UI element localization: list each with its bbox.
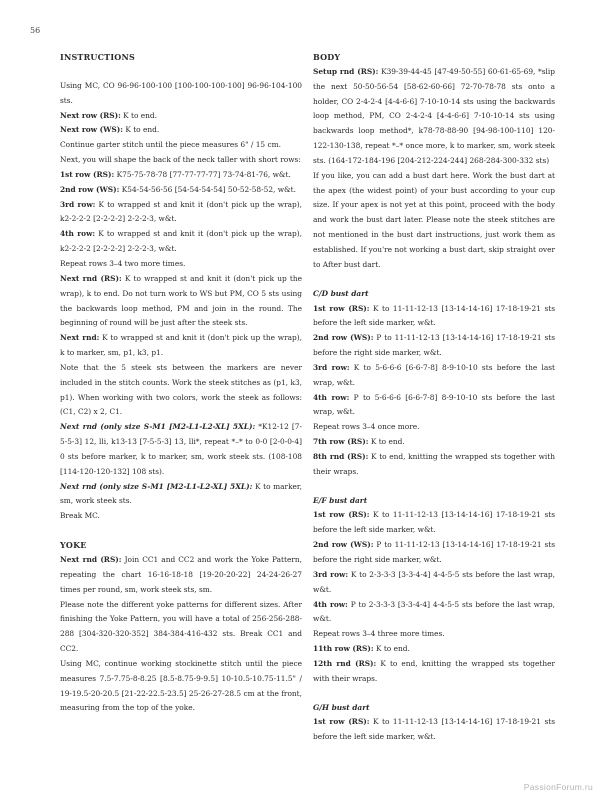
- ef-repeat: Repeat rows 3–4 three more times.: [313, 629, 445, 639]
- watermark: PassionForum.ru: [523, 782, 593, 792]
- cd-repeat: Repeat rows 3–4 once more.: [313, 422, 420, 432]
- ef-row-4: 4th row: P to 2-3-3-3 [3-3-4-4] 4-4-5-5 sts before the last wrap, w&t.: [313, 599, 555, 624]
- next-row-ws: Next row (WS): K to end.: [60, 125, 160, 135]
- yoke-note: Please note the different yoke patterns for different sizes. After finishing the Yoke Pattern, you will have a total of 256-256-288-288 [304-320-320-352] 384-384-416-432 sts. Break CC1 and CC2.: [60, 599, 302, 654]
- cd-row-7: 7th row (RS): K to end.: [313, 437, 405, 447]
- short-row-1: 1st row (RS): K75-75-78-78 [77-77-77-77] 73-74-81-76, w&t.: [60, 169, 291, 179]
- steek-note: Note that the 5 steek sts between the markers are never included in the stitch counts. Work the steek stitches as (p1, k3, p1). When working with two colors, work the steek as follows: (C1, C2) x 2, C1.: [60, 362, 302, 417]
- next-row-rs: Next row (RS): K to end.: [60, 110, 158, 120]
- cast-on-paragraph: Using MC, CO 96-96-100-100 [100-100-100-100] 96-96-104-100 sts.: [60, 80, 302, 105]
- body-heading: BODY: [313, 52, 341, 62]
- ef-row-12: 12th rnd (RS): K to end, knitting the wrapped sts together with their wraps.: [313, 658, 556, 683]
- yoke-heading: YOKE: [60, 540, 87, 551]
- left-column: [60, 50, 302, 716]
- break-mc: Break MC.: [60, 511, 100, 521]
- gh-bust-dart-heading: G/H bust dart: [313, 702, 370, 712]
- ef-row-2: 2nd row (WS): P to 11-11-12-13 [13-14-14-16] 17-18-19-21 sts before the right side marker, w&t.: [313, 540, 555, 564]
- cd-row-4: 4th row: P to 5-6-6-6 [6-6-7-8] 8-9-10-10 sts before the last wrap, w&t.: [313, 392, 555, 417]
- gh-row-1: 1st row (RS): K to 11-11-12-13 [13-14-14-16] 17-18-19-21 sts before the left side marker, w&t.: [313, 717, 555, 742]
- ef-row-3: 3rd row: K to 2-3-3-3 [3-3-4-4] 4-4-5-5 sts before the last wrap, w&t.: [313, 569, 555, 594]
- repeat-note: Repeat rows 3–4 two more times.: [60, 258, 186, 268]
- page-number: 56: [30, 26, 41, 35]
- garter-paragraph: Continue garter stitch until the piece measures 6" / 15 cm.: [60, 140, 281, 150]
- ef-row-11: 11th row (RS): K to end.: [313, 644, 410, 654]
- next-rnd-size-increase: Next rnd (only size S-M1 [M2-L1-L2-XL] 5XL): *K12-12 [7-5-5-3] 12, lli, k13-13 [7-5-5-3] 13, lli*, repeat *–* to 0-0 [2-0-0-4] 0 sts before marker, k to marker, sm, work steek sts. (108-108 [114-120-120-132] 108 sts).: [60, 422, 302, 476]
- cd-row-2: 2nd row (WS): P to 11-11-12-13 [13-14-14-16] 17-18-19-21 sts before the right side marker, w&t.: [313, 333, 555, 358]
- next-rnd-rs: Next rnd (RS): K to wrapped st and knit it (don't pick up the wrap), k to end. Do not turn work to WS but PM, CO 5 sts using the backwards loop method, PM and join in the round. The beginning of round will be just after the steek sts.: [60, 273, 302, 328]
- setup-rnd: Setup rnd (RS): K39-39-44-45 [47-49-50-55] 60-61-65-69, *slip the next 50-50-56-54 [58-62-60-66] 72-70-78-78 sts onto a holder, CO 2-4-2-4 [4-4-6-6] 7-10-10-14 sts using the backwards loop method, PM, CO 2-4-2-4 [4-4-6-6] 7-10-10-14 sts using backwards loop method*, k78-78-88-90 [94-98-100-110] 120-122-130-138, repeat *–* once more, k to marker, sm, work steek sts. (164-172-184-196 [204-212-224-244] 268-284-300-332 sts): [313, 66, 556, 165]
- cd-row-1: 1st row (RS): K to 11-11-12-13 [13-14-14-16] 17-18-19-21 sts before the left side marker, w&t.: [313, 303, 555, 328]
- cd-row-3: 3rd row: K to 5-6-6-6 [6-6-7-8] 8-9-10-10 sts before the last wrap, w&t.: [313, 362, 555, 387]
- ef-row-1: 1st row (RS): K to 11-11-12-13 [13-14-14-16] 17-18-19-21 sts before the left side marker, w&t.: [313, 510, 555, 535]
- short-row-3: 3rd row: K to wrapped st and knit it (don't pick up the wrap), k2-2-2-2 [2-2-2-2] 2-2-2-3, w&t.: [60, 199, 302, 224]
- yoke-next-rnd: Next rnd (RS): Join CC1 and CC2 and work the Yoke Pattern, repeating the chart 16-16-18-18 [19-20-20-22] 24-24-26-27 times per round, sm, work steek sts, sm.: [60, 555, 302, 594]
- right-column: [313, 50, 555, 745]
- ef-bust-dart-heading: E/F bust dart: [313, 495, 368, 505]
- short-row-2: 2nd row (WS): K54-54-56-56 [54-54-54-54] 50-52-58-52, w&t.: [60, 184, 296, 194]
- short-row-4: 4th row: K to wrapped st and knit it (don't pick up the wrap), k2-2-2-2 [2-2-2-2] 2-2-2-3, w&t.: [60, 229, 302, 254]
- next-rnd: Next rnd: K to wrapped st and knit it (don't pick up the wrap), k to marker, sm, p1, k3, p1.: [60, 333, 302, 358]
- instructions-heading: INSTRUCTIONS: [60, 52, 135, 62]
- cd-bust-dart-heading: C/D bust dart: [313, 288, 369, 298]
- short-rows-intro: Next, you will shape the back of the neck taller with short rows:: [60, 155, 301, 165]
- yoke-stockinette: Using MC, continue working stockinette stitch until the piece measures 7.5-7.75-8-8.25 [8.5-8.75-9-9.5] 10-10.5-10.75-11.5" / 19-19.5-20-20.5 [21-22-22.5-23.5] 25-26-27-28.5 cm at the front, measuring from the top of the yoke.: [60, 658, 302, 713]
- next-rnd-size-plain: Next rnd (only size S-M1 [M2-L1-L2-XL] 5XL): K to marker, sm, work steek sts.: [60, 481, 302, 506]
- bust-dart-note: If you like, you can add a bust dart here. Work the bust dart at the apex (the widest point) of your bust according to your cup size. If your apex is not yet at this point, proceed with the body and work the bust dart later. Please note the steek stitches are not mentioned in the bust dart instructions, just work them as established. If you're not working a bust dart, skip straight over to After bust dart.: [313, 170, 555, 269]
- cd-row-8: 8th rnd (RS): K to end, knitting the wrapped sts together with their wraps.: [313, 451, 555, 476]
